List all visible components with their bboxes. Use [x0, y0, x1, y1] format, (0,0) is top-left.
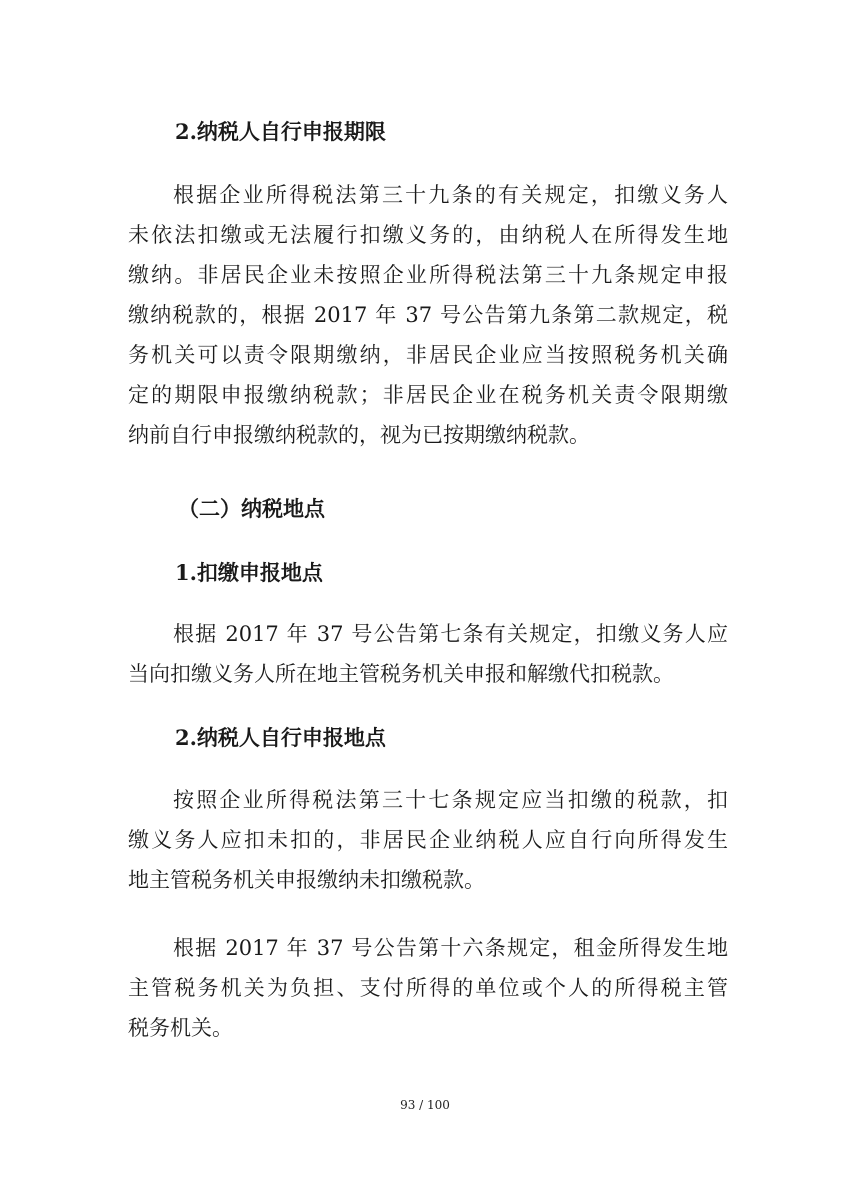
- paragraph-line: 税务机关。: [128, 1016, 233, 1040]
- section-heading: 1.扣缴申报地点: [175, 560, 323, 585]
- paragraph-line: 地主管税务机关申报缴纳未扣缴税款。: [128, 868, 485, 892]
- paragraph-line: 主管税务机关为负担、支付所得的单位或个人的所得税主管: [128, 976, 728, 1000]
- paragraph-line: 未依法扣缴或无法履行扣缴义务的，由纳税人在所得发生地: [128, 223, 728, 247]
- paragraph-line: 纳前自行申报缴纳税款的，视为已按期缴纳税款。: [128, 423, 590, 447]
- paragraph-line: 缴义务人应扣未扣的，非居民企业纳税人应自行向所得发生: [128, 828, 728, 852]
- paragraph-line: 根据 2017 年 37 号公告第十六条规定，租金所得发生地: [173, 936, 728, 960]
- paragraph: [128, 780, 728, 900]
- paragraph-line: 根据企业所得税法第三十九条的有关规定，扣缴义务人: [173, 183, 728, 207]
- section-heading: 2.纳税人自行申报地点: [175, 725, 386, 750]
- page-number: 93 / 100: [400, 1098, 450, 1112]
- paragraph-line: 按照企业所得税法第三十七条规定应当扣缴的税款，扣: [173, 788, 728, 812]
- paragraph-line: 缴纳税款的，根据 2017 年 37 号公告第九条第二款规定，税: [128, 303, 728, 327]
- paragraph: [128, 928, 728, 1048]
- paragraph-line: 定的期限申报缴纳税款；非居民企业在税务机关责令限期缴: [128, 383, 728, 407]
- paragraph-line: 务机关可以责令限期缴纳，非居民企业应当按照税务机关确: [128, 343, 728, 367]
- paragraph: [128, 614, 728, 694]
- paragraph-line: 缴纳。非居民企业未按照企业所得税法第三十九条规定申报: [128, 263, 728, 287]
- paragraph: [128, 175, 728, 455]
- paragraph-line: 当向扣缴义务人所在地主管税务机关申报和解缴代扣税款。: [128, 662, 674, 686]
- section-heading: 2.纳税人自行申报期限: [175, 119, 386, 144]
- section-heading: （二）纳税地点: [178, 496, 325, 521]
- paragraph-line: 根据 2017 年 37 号公告第七条有关规定，扣缴义务人应: [173, 622, 728, 646]
